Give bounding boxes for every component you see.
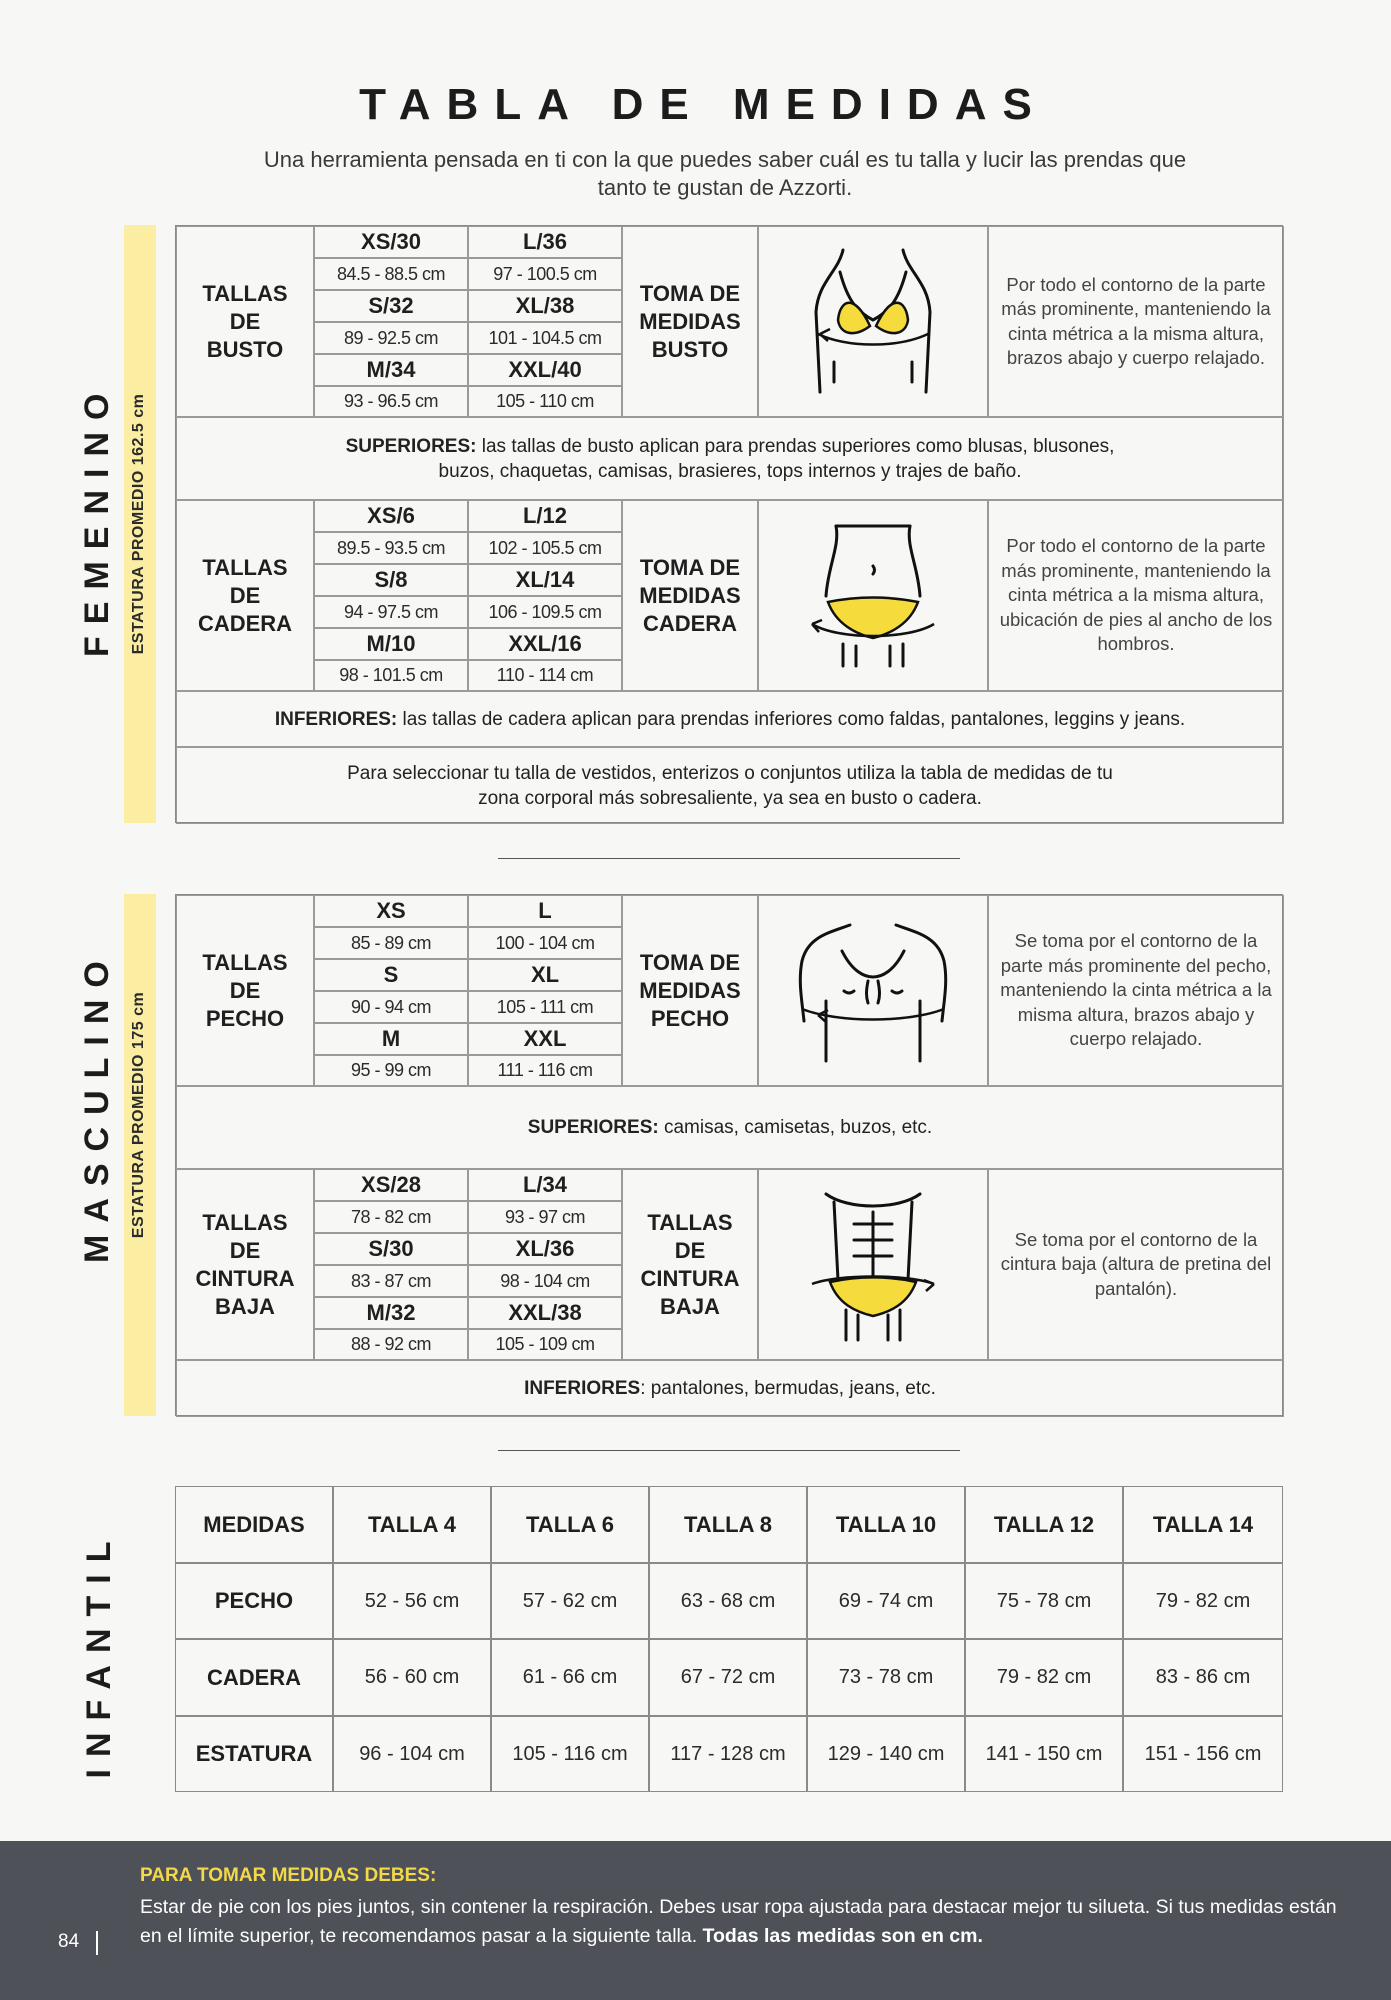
inferiores-note-text xyxy=(524,1376,936,1401)
range-cell: 89 - 92.5 cm xyxy=(314,322,468,354)
table-header-cell: MEDIDAS xyxy=(175,1486,333,1563)
busto-toma-text: TOMA DE MEDIDAS BUSTO xyxy=(639,280,741,362)
table-row-label: PECHO xyxy=(175,1563,333,1639)
range-cell: 90 - 94 cm xyxy=(314,991,468,1023)
size-cell: XXL/16 xyxy=(468,628,622,660)
size-cell: L/12 xyxy=(468,500,622,532)
table-cell: 52 - 56 cm xyxy=(333,1563,491,1639)
table-cell: 57 - 62 cm xyxy=(491,1563,649,1639)
table-cell: 79 - 82 cm xyxy=(1123,1563,1283,1639)
superiores-note-femenino xyxy=(176,417,1284,500)
section-divider xyxy=(498,1450,960,1451)
table-header-cell: TALLA 14 xyxy=(1123,1486,1283,1563)
inferiores-note-text xyxy=(275,707,1185,732)
height-band-label-femenino: ESTATURA PROMEDIO 162.5 cm xyxy=(130,393,147,655)
range-cell: 84.5 - 88.5 cm xyxy=(314,258,468,290)
hip-measure-icon xyxy=(798,516,948,676)
inferiores-bold: INFERIORES: xyxy=(274,708,398,730)
pecho-illustration xyxy=(758,895,988,1086)
range-cell: 98 - 104 cm xyxy=(468,1265,622,1297)
chest-measure-icon xyxy=(788,911,958,1071)
cadera-label-text: TALLAS DE CADERA xyxy=(197,554,293,636)
superiores-text: las tallas de busto aplican para prendas superiores como blusas, blusones, buzos, chaquetas, camisas, brasieres, tops internos y trajes de baño. xyxy=(438,435,1115,482)
range-cell: 105 - 110 cm xyxy=(468,386,622,417)
vestidos-note-text: Para seleccionar tu talla de vestidos, enterizos o conjuntos utiliza la tabla de medidas de tu zona corporal más sobresaliente, ya sea en busto o cadera. xyxy=(347,762,1113,809)
size-cell: XS/6 xyxy=(314,500,468,532)
range-cell: 95 - 99 cm xyxy=(314,1055,468,1086)
cadera-toma-label xyxy=(622,500,758,691)
table-cell: 61 - 66 cm xyxy=(491,1639,649,1716)
section-label-masculino: MASCULINO xyxy=(78,949,116,1263)
table-header-cell: TALLA 8 xyxy=(649,1486,807,1563)
range-cell: 100 - 104 cm xyxy=(468,927,622,959)
range-cell: 78 - 82 cm xyxy=(314,1201,468,1233)
table-header-cell: TALLA 10 xyxy=(807,1486,965,1563)
section-label-infantil: INFANTIL xyxy=(80,1529,118,1779)
size-cell: L/36 xyxy=(468,226,622,258)
page-number-separator xyxy=(96,1931,98,1955)
range-cell: 98 - 101.5 cm xyxy=(314,660,468,691)
footer-bold: Todas las medidas son en cm. xyxy=(697,1925,983,1947)
size-cell: XL/14 xyxy=(468,564,622,596)
cadera-label xyxy=(176,500,314,691)
table-cell: 117 - 128 cm xyxy=(649,1716,807,1792)
inferiores-note-masculino xyxy=(176,1360,1284,1417)
size-cell: M/34 xyxy=(314,354,468,386)
page-subtitle: Una herramienta pensada en ti con la que puedes saber cuál es tu talla y lucir las prendas que tanto te gustan de Azzorti. xyxy=(263,147,1187,200)
cintura-description: Se toma por el contorno de la cintura baja (altura de pretina del pantalón). xyxy=(988,1169,1284,1360)
busto-illustration xyxy=(758,226,988,417)
range-cell: 105 - 111 cm xyxy=(468,991,622,1023)
table-cell: 79 - 82 cm xyxy=(965,1639,1123,1716)
table-cell: 96 - 104 cm xyxy=(333,1716,491,1792)
size-cell: XXL/38 xyxy=(468,1297,622,1329)
size-cell: XL/38 xyxy=(468,290,622,322)
size-cell: S/30 xyxy=(314,1233,468,1265)
size-cell: S/32 xyxy=(314,290,468,322)
range-cell: 97 - 100.5 cm xyxy=(468,258,622,290)
section-label-femenino: FEMENINO xyxy=(78,381,116,657)
superiores-bold: SUPERIORES: xyxy=(345,435,477,457)
range-cell: 83 - 87 cm xyxy=(314,1265,468,1297)
range-cell: 110 - 114 cm xyxy=(468,660,622,691)
table-cell: 129 - 140 cm xyxy=(807,1716,965,1792)
size-cell: M/10 xyxy=(314,628,468,660)
superiores-note-masculino xyxy=(176,1086,1284,1169)
range-cell: 105 - 109 cm xyxy=(468,1329,622,1360)
pecho-label-text: TALLAS DE PECHO xyxy=(202,949,288,1031)
range-cell: 88 - 92 cm xyxy=(314,1329,468,1360)
range-cell: 93 - 97 cm xyxy=(468,1201,622,1233)
cadera-description: Por todo el contorno de la parte más prominente, manteniendo la cinta métrica a la misma altura, ubicación de pies al ancho de los hombros. xyxy=(988,500,1284,691)
table-cell: 105 - 116 cm xyxy=(491,1716,649,1792)
range-cell: 102 - 105.5 cm xyxy=(468,532,622,564)
height-band-label-masculino: ESTATURA PROMEDIO 175 cm xyxy=(130,991,147,1239)
cintura-label-text: TALLAS DE CINTURA BAJA xyxy=(195,1209,295,1319)
range-cell: 93 - 96.5 cm xyxy=(314,386,468,417)
table-cell: 151 - 156 cm xyxy=(1123,1716,1283,1792)
busto-label-text: TALLAS DE BUSTO xyxy=(202,280,288,362)
pecho-description: Se toma por el contorno de la parte más prominente del pecho, manteniendo la cinta métrica a la misma altura, brazos abajo y cuerpo relajado. xyxy=(988,895,1284,1086)
footer-body: Estar de pie con los pies juntos, sin contener la respiración. Debes usar ropa ajustada para destacar mejor tu silueta. Si tus medidas están en el límite superior, te recomendamos pasar a la siguiente talla. xyxy=(140,1896,1337,1947)
busto-label xyxy=(176,226,314,417)
superiores-text: camisas, camisetas, buzos, etc. xyxy=(658,1117,933,1138)
size-cell: M xyxy=(314,1023,468,1055)
superiores-bold: SUPERIORES: xyxy=(527,1117,659,1138)
table-cell: 67 - 72 cm xyxy=(649,1639,807,1716)
size-cell: XXL/40 xyxy=(468,354,622,386)
footer-panel xyxy=(0,1841,1391,2000)
femenino-table xyxy=(175,225,1283,823)
pecho-toma-label xyxy=(622,895,758,1086)
table-row-label: ESTATURA xyxy=(175,1716,333,1792)
range-cell: 106 - 109.5 cm xyxy=(468,596,622,628)
cintura-toma-text: TALLAS DE CINTURA BAJA xyxy=(640,1209,740,1319)
vestidos-note xyxy=(176,747,1284,824)
range-cell: 85 - 89 cm xyxy=(314,927,468,959)
table-cell: 141 - 150 cm xyxy=(965,1716,1123,1792)
section-divider xyxy=(498,858,960,859)
size-cell: XS/28 xyxy=(314,1169,468,1201)
infantil-table xyxy=(175,1486,1283,1792)
table-header-cell: TALLA 6 xyxy=(491,1486,649,1563)
table-header-cell: TALLA 4 xyxy=(333,1486,491,1563)
range-cell: 89.5 - 93.5 cm xyxy=(314,532,468,564)
size-cell: XL/36 xyxy=(468,1233,622,1265)
table-row-label: CADERA xyxy=(175,1639,333,1716)
size-cell: S/8 xyxy=(314,564,468,596)
size-cell: XL xyxy=(468,959,622,991)
pecho-toma-text: TOMA DE MEDIDAS PECHO xyxy=(639,949,741,1031)
page-number: 84 xyxy=(58,1931,80,1952)
cintura-illustration xyxy=(758,1169,988,1360)
page-title: TABLA DE MEDIDAS xyxy=(359,80,1048,129)
footer-heading: PARA TOMAR MEDIDAS DEBES: xyxy=(140,1865,437,1886)
size-cell: M/32 xyxy=(314,1297,468,1329)
size-cell: XS xyxy=(314,895,468,927)
range-cell: 101 - 104.5 cm xyxy=(468,322,622,354)
size-cell: L/34 xyxy=(468,1169,622,1201)
size-cell: XS/30 xyxy=(314,226,468,258)
size-cell: S xyxy=(314,959,468,991)
range-cell: 111 - 116 cm xyxy=(468,1055,622,1086)
cadera-illustration xyxy=(758,500,988,691)
masculino-table xyxy=(175,894,1283,1416)
superiores-note-text xyxy=(330,434,1130,484)
size-cell: XXL xyxy=(468,1023,622,1055)
inferiores-bold: INFERIORES xyxy=(524,1378,641,1399)
waist-measure-icon xyxy=(798,1180,948,1350)
table-cell: 83 - 86 cm xyxy=(1123,1639,1283,1716)
footer-text xyxy=(140,1893,1340,1951)
cintura-label xyxy=(176,1169,314,1360)
cadera-toma-text: TOMA DE MEDIDAS CADERA xyxy=(639,554,741,636)
table-cell: 63 - 68 cm xyxy=(649,1563,807,1639)
range-cell: 94 - 97.5 cm xyxy=(314,596,468,628)
table-header-cell: TALLA 12 xyxy=(965,1486,1123,1563)
inferiores-note-femenino xyxy=(176,691,1284,747)
table-cell: 75 - 78 cm xyxy=(965,1563,1123,1639)
bust-measure-icon xyxy=(798,242,948,402)
table-cell: 56 - 60 cm xyxy=(333,1639,491,1716)
inferiores-text: las tallas de cadera aplican para prendas inferiores como faldas, pantalones, leggins y jeans. xyxy=(397,708,1186,730)
size-cell: L xyxy=(468,895,622,927)
inferiores-text: : pantalones, bermudas, jeans, etc. xyxy=(640,1378,936,1399)
table-cell: 73 - 78 cm xyxy=(807,1639,965,1716)
cintura-toma-label xyxy=(622,1169,758,1360)
superiores-note-text xyxy=(528,1115,932,1140)
busto-description: Por todo el contorno de la parte más prominente, manteniendo la cinta métrica a la misma altura, brazos abajo y cuerpo relajado. xyxy=(988,226,1284,417)
busto-toma-label xyxy=(622,226,758,417)
table-cell: 69 - 74 cm xyxy=(807,1563,965,1639)
pecho-label xyxy=(176,895,314,1086)
